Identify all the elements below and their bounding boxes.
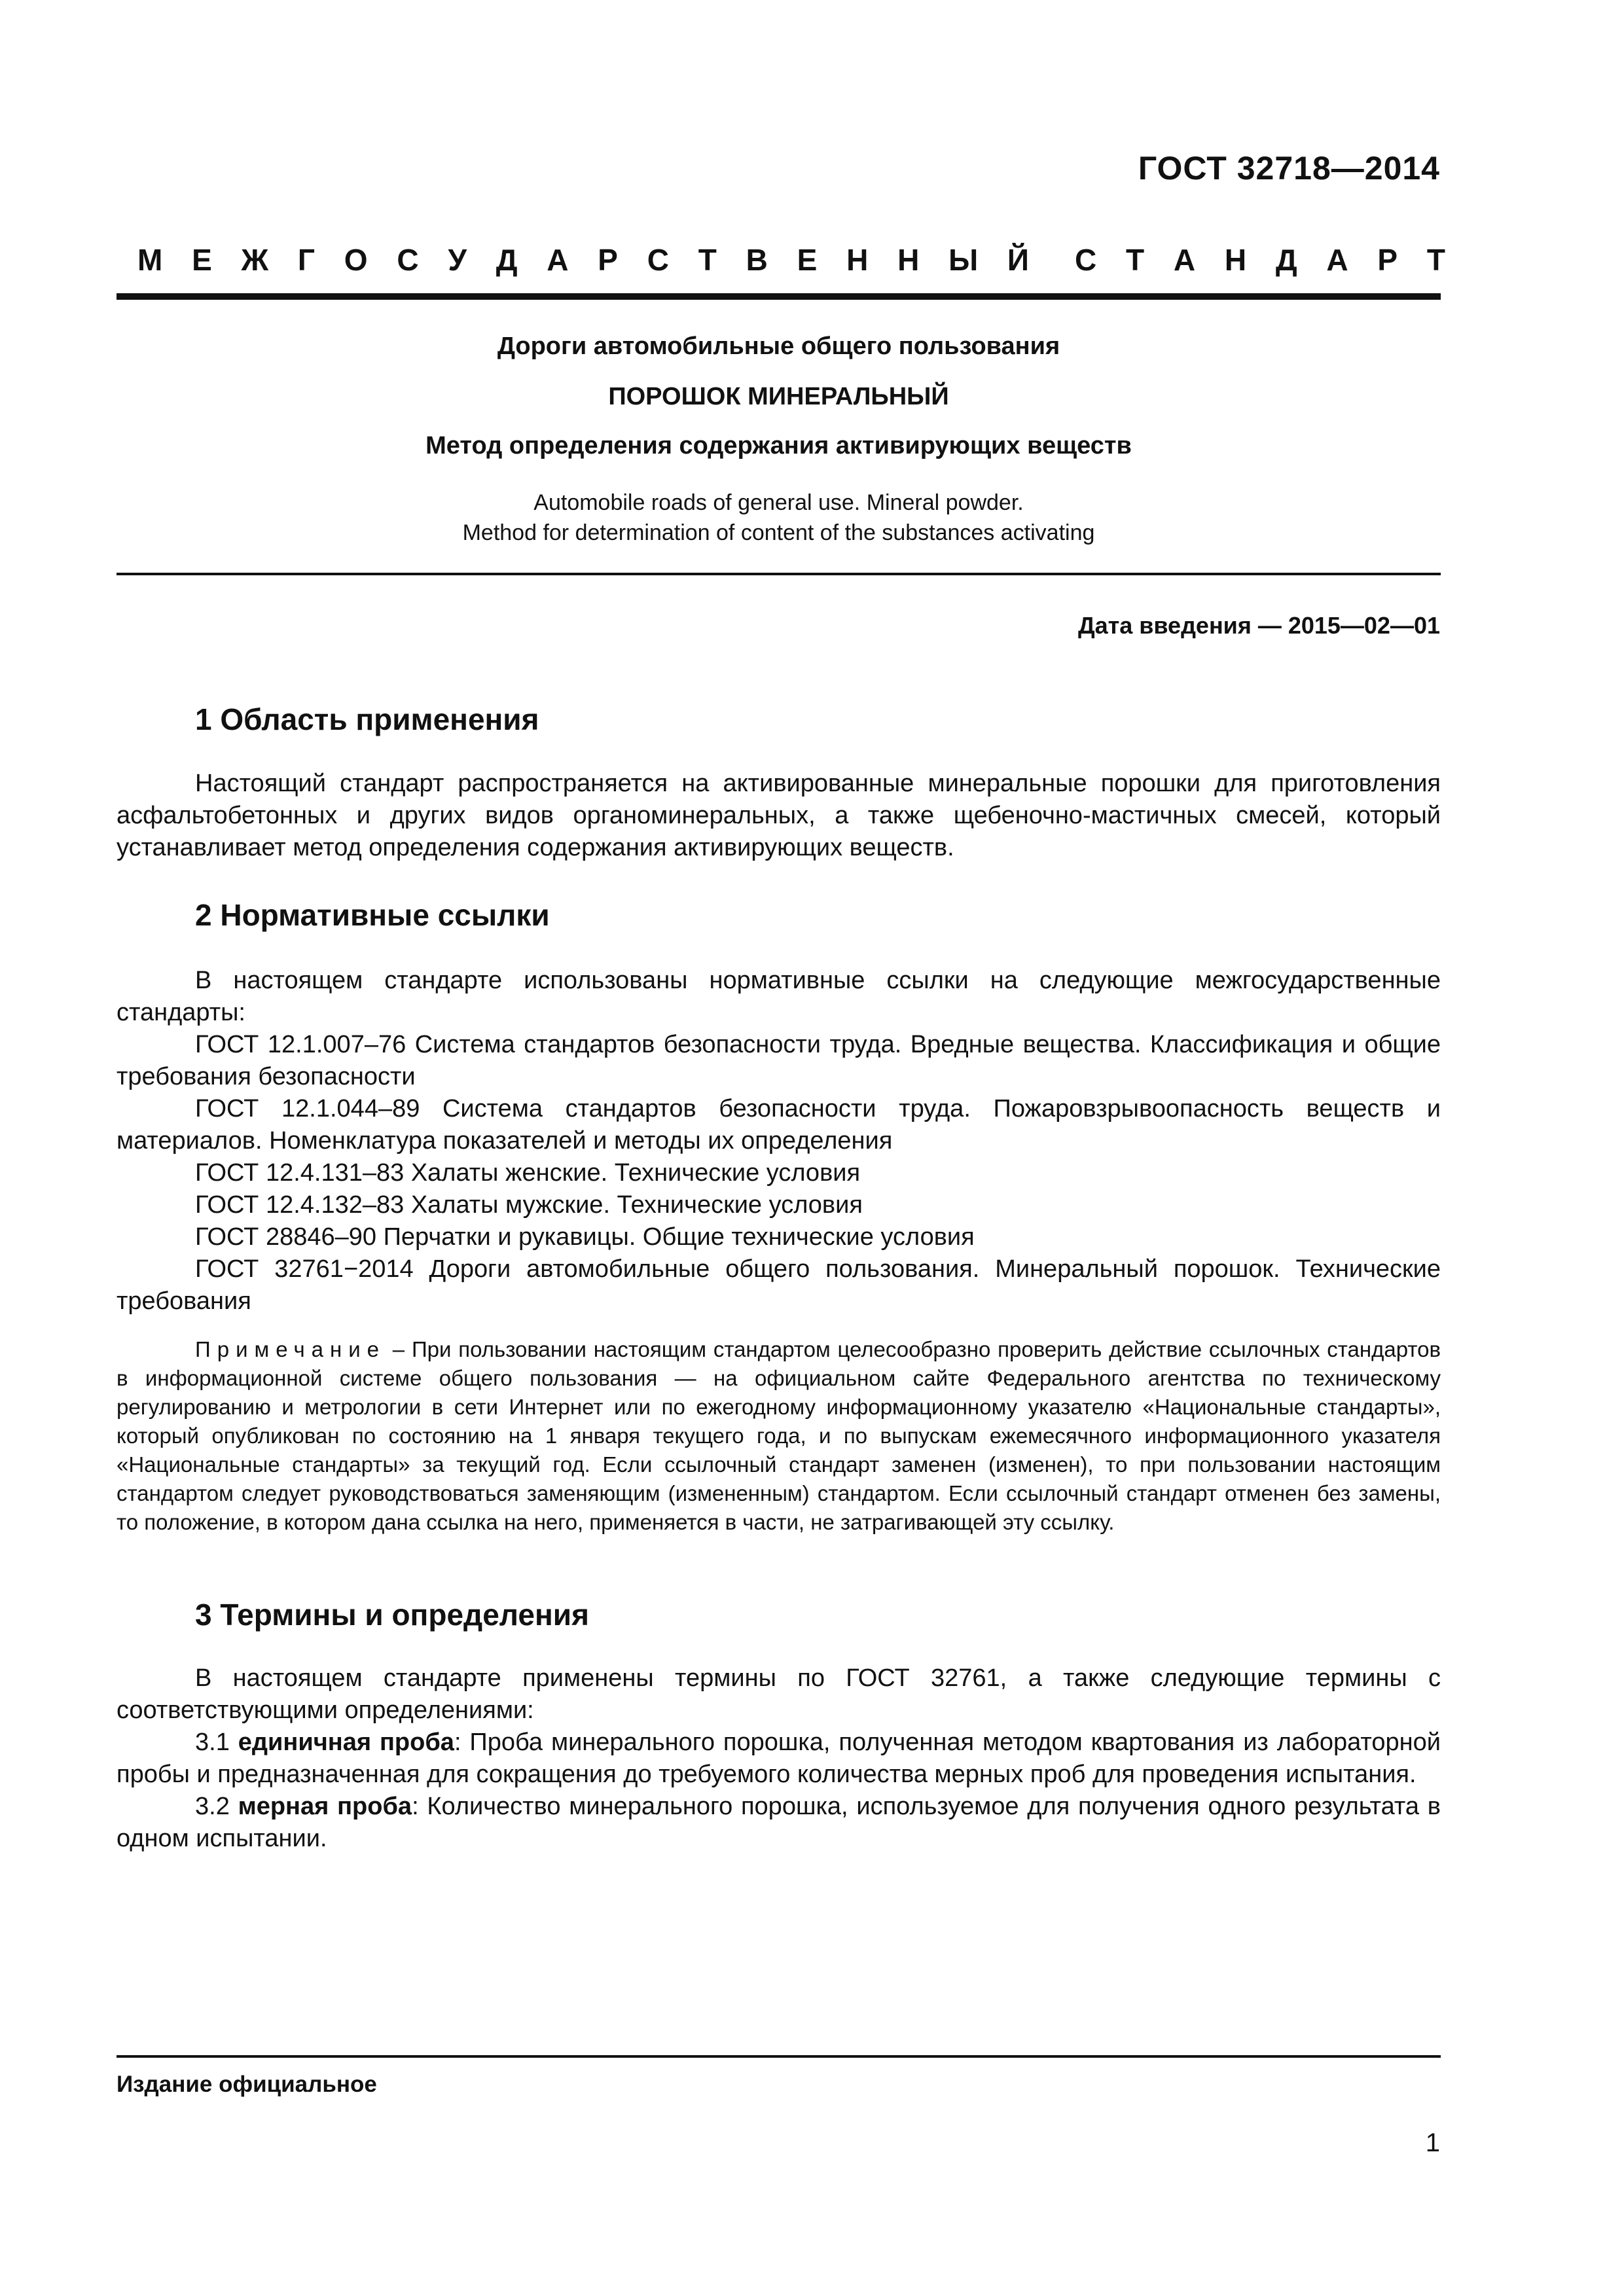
title-line-2: ПОРОШОК МИНЕРАЛЬНЫЙ [608, 383, 949, 410]
section-3-heading: 3 Термины и определения [195, 1598, 589, 1632]
title-line-3: Метод определения содержания активирующих веществ [425, 432, 1132, 459]
title-line-1: Дороги автомобильные общего пользования [497, 332, 1060, 360]
section-1-paragraph: Настоящий стандарт распространяется на активированные минеральные порошки для приготовления асфальтобетонных и других видов органоминеральных, а также щебеночно-мастичных смесей, который устанавливает метод определения содержания активирующих веществ. [117, 770, 1441, 861]
introduction-date: Дата введения — 2015—02—01 [1077, 612, 1440, 639]
banner-standard: С Т А Н Д А Р Т [1075, 243, 1447, 277]
official-edition-label: Издание официальное [117, 2072, 377, 2097]
note-label: Примечание [195, 1337, 386, 1361]
reference-item: ГОСТ 28846–90 Перчатки и рукавицы. Общие технические условия [195, 1223, 975, 1251]
references-note [117, 1335, 1441, 1537]
title-english-1: Automobile roads of general use. Mineral powder. [533, 490, 1024, 515]
reference-item: ГОСТ 12.1.044–89 Система стандартов безопасности труда. Пожаровзрывоопасность веществ и материалов. Номенклатура показателей и методы их определения [117, 1095, 1441, 1155]
section-3-body [117, 1662, 1441, 1855]
section-1-body [117, 768, 1441, 864]
term-definition-1 [117, 1727, 1441, 1791]
standard-type-banner [137, 242, 1447, 278]
title-rule [117, 573, 1441, 575]
references-intro: В настоящем стандарте использованы нормативные ссылки на следующие межгосударственные стандарты: [117, 967, 1441, 1026]
document-code: ГОСТ 32718—2014 [1138, 150, 1440, 187]
reference-item: ГОСТ 12.4.132–83 Халаты мужские. Технические условия [195, 1191, 863, 1219]
term-text: : Проба минерального порошка, полученная методом квартования из лабораторной пробы и предназначенная для сокращения до требуемого количества мерных проб для проведения испытания. [117, 1729, 1441, 1788]
term-number: 3.1 [195, 1729, 238, 1756]
term-number: 3.2 [195, 1793, 238, 1820]
section-2-heading: 2 Нормативные ссылки [195, 898, 550, 932]
section-2-body [117, 965, 1441, 1318]
term-name: мерная проба [238, 1793, 412, 1820]
header-rule [117, 293, 1441, 300]
section-1-heading: 1 Область применения [195, 702, 539, 736]
note-text: – При пользовании настоящим стандартом целесообразно проверить действие ссылочных стандартов в информационной системе общего пользования — на официальном сайте Федерального агентства по техническому регулированию и метрологии в сети Интернет или по ежегодному информационному указателю «Национальные стандарты», который опубликован по состоянию на 1 января текущего года, и по выпускам ежемесячного информационного указателя «Национальные стандарты» за текущий год. Если ссылочный стандарт заменен (изменен), то при пользовании настоящим стандартом следует руководствоваться заменяющим (измененным) стандартом. Если ссылочный стандарт отменен без замены, то положение, в котором дана ссылка на него, применяется в части, не затрагивающей эту ссылку. [117, 1337, 1441, 1534]
page-number: 1 [1425, 2128, 1440, 2157]
title-english-2: Method for determination of content of the substances activating [462, 520, 1095, 545]
footer-rule [117, 2055, 1441, 2058]
banner-interstate: М Е Ж Г О С У Д А Р С Т В Е Н Н Ы Й [137, 243, 1030, 277]
terms-intro: В настоящем стандарте применены термины по ГОСТ 32761, а также следующие термины с соответствующими определениями: [117, 1664, 1441, 1724]
reference-item: ГОСТ 32761−2014 Дороги автомобильные общего пользования. Минеральный порошок. Технические требования [117, 1255, 1441, 1315]
term-text: : Количество минерального порошка, используемое для получения одного результата в одном испытании. [117, 1793, 1441, 1852]
reference-item: ГОСТ 12.4.131–83 Халаты женские. Технические условия [195, 1159, 861, 1187]
term-definition-2 [117, 1791, 1441, 1855]
term-name: единичная проба [238, 1729, 454, 1756]
reference-item: ГОСТ 12.1.007–76 Система стандартов безопасности труда. Вредные вещества. Классификация и общие требования безопасности [117, 1031, 1441, 1090]
